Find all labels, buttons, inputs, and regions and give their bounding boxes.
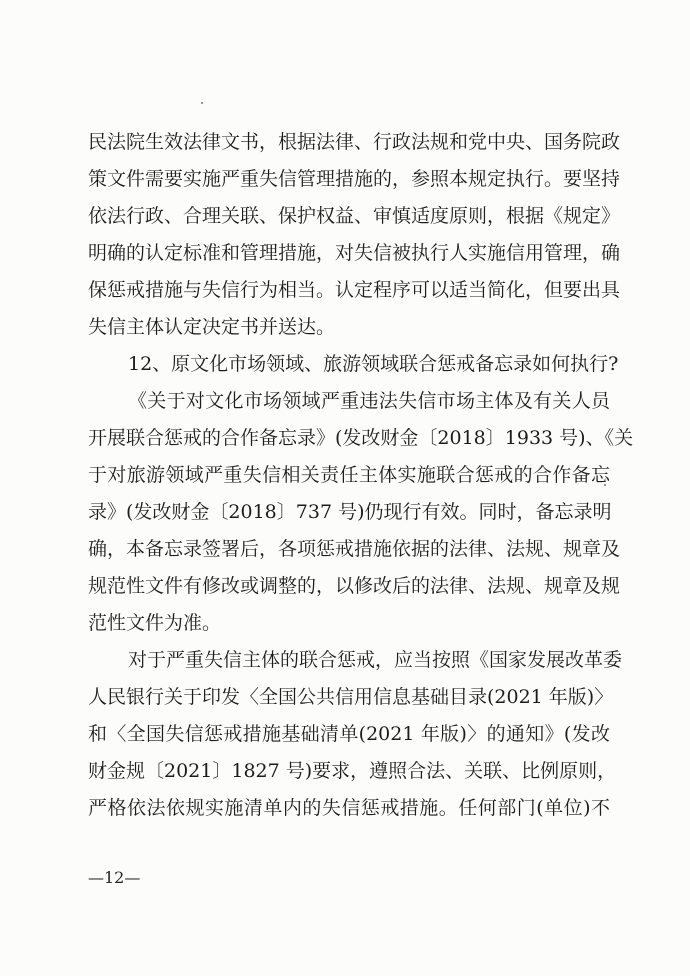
section-heading: 12、原文化市场领域、旅游领域联合惩戒备忘录如何执行?: [128, 353, 619, 375]
text-line: 策文件需要实施严重失信管理措施的，参照本规定执行。要坚持: [88, 168, 621, 190]
text-line: 明确的认定标准和管理措施，对失信被执行人实施信用管理，确: [88, 242, 621, 264]
body-text: [88, 124, 634, 827]
text-line: 于对旅游领域严重失信相关责任主体实施联合惩戒的合作备忘: [88, 464, 610, 486]
text-line: 依法行政、合理关联、保护权益、审慎适度原则，根据《规定》: [88, 205, 621, 227]
text-line: 民法院生效法律文书，根据法律、行政法规和党中央、国务院政: [88, 131, 621, 153]
text-line: 《关于对文化市场领域严重违法失信市场主体及有关人员: [128, 390, 610, 412]
text-line: 保惩戒措施与失信行为相当。认定程序可以适当简化，但要出具: [88, 279, 621, 301]
text-line: 人民银行关于印发〈全国公共信用信息基础目录(2021 年版)〉: [88, 686, 614, 708]
text-line: 确，本备忘录签署后，各项惩戒措施依据的法律、法规、规章及: [88, 538, 621, 560]
text-line: 范性文件为准。: [88, 612, 222, 634]
page-number: —12—: [88, 868, 141, 887]
text-line: 失信主体认定决定书并送达。: [88, 316, 336, 338]
text-line: 严格依法依规实施清单内的失信惩戒措施。任何部门(单位)不: [88, 797, 610, 819]
text-line: 规范性文件有修改或调整的，以修改后的法律、法规、规章及规: [88, 575, 621, 597]
text-line: 和〈全国失信惩戒措施基础清单(2021 年版)〉的通知》(发改: [88, 723, 610, 745]
text-line: 录》(发改财金〔2018〕737 号)仍现行有效。同时，备忘录明: [88, 501, 612, 523]
text-line: 财金规〔2021〕1827 号)要求，遵照合法、关联、比例原则，: [88, 760, 617, 782]
text-line: 对于严重失信主体的联合惩戒，应当按照《国家发展改革委: [128, 649, 623, 671]
scan-speck: [201, 102, 203, 104]
text-line: 开展联合惩戒的合作备忘录》(发改财金〔2018〕1933 号)、《关: [88, 427, 634, 449]
